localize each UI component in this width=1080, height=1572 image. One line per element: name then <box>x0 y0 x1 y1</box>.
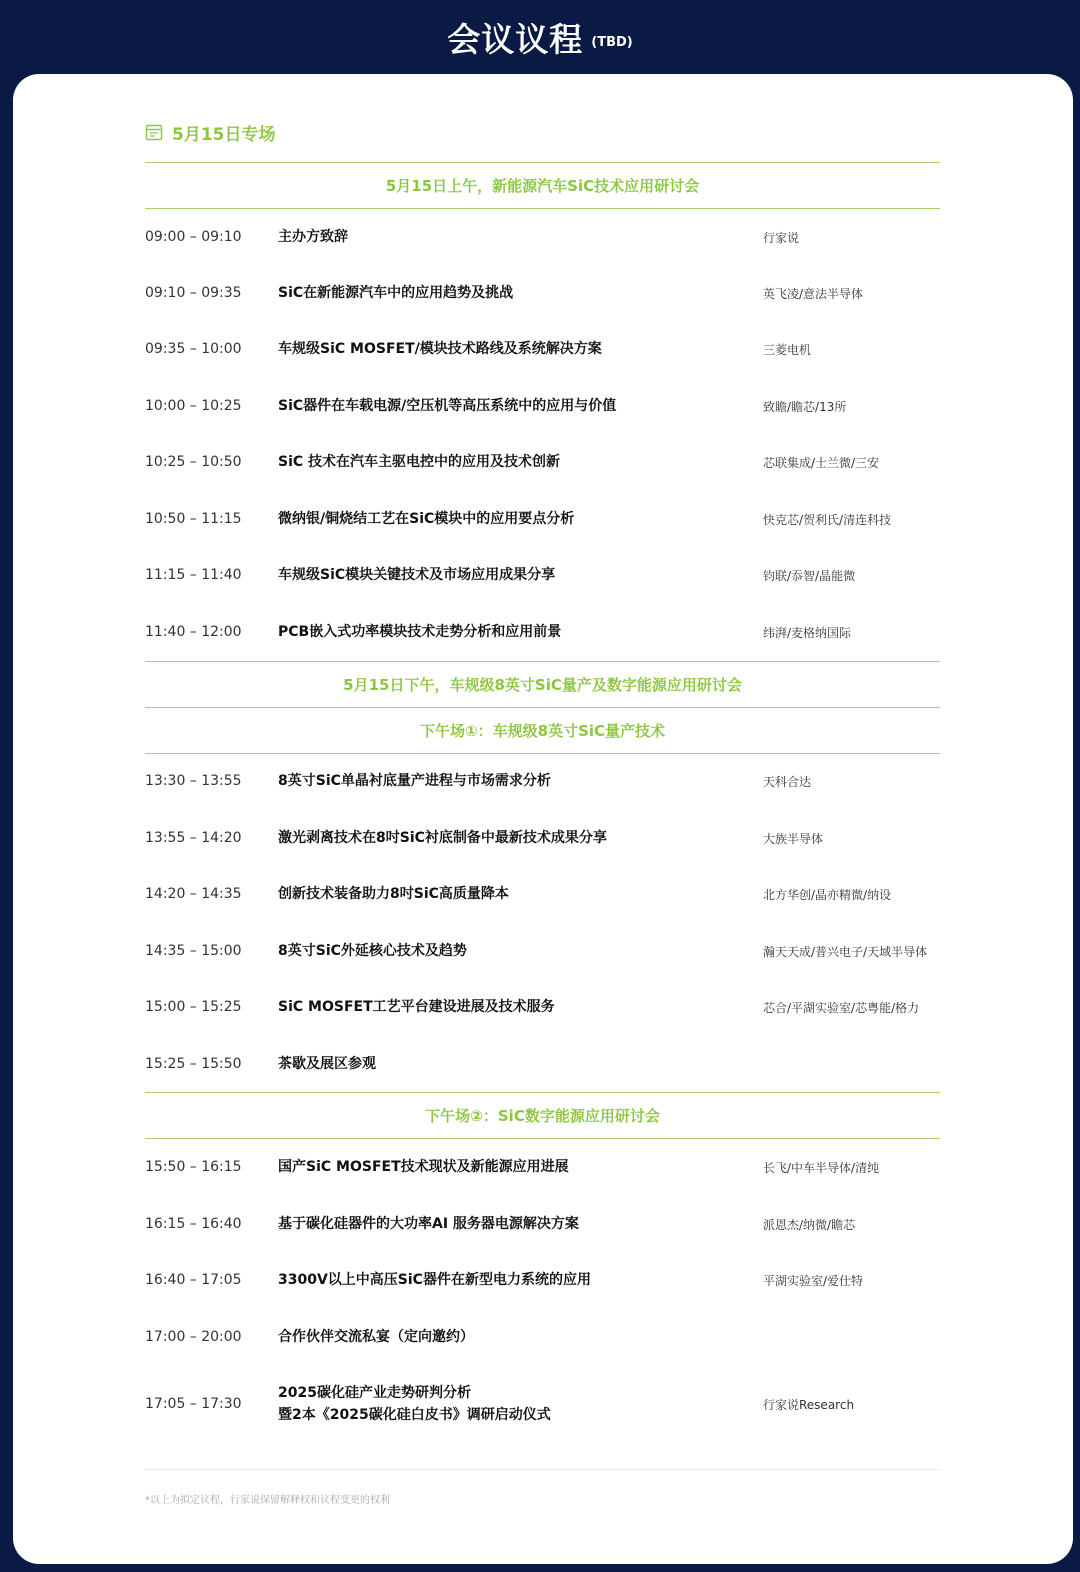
footer-divider <box>145 1469 940 1470</box>
row-topic <box>278 1366 748 1442</box>
row-topic <box>278 434 748 490</box>
row-speaker: 纬湃/麦格纳国际 <box>763 625 852 640</box>
row-time: 14:20 – 14:35 <box>145 886 242 902</box>
row-topic <box>278 604 748 660</box>
row-time: 11:40 – 12:00 <box>145 624 242 640</box>
row-topic <box>278 923 748 979</box>
row-topic-text: 车规级SiC MOSFET/模块技术路线及系统解决方案 <box>278 341 602 357</box>
row-topic-text: 2025碳化硅产业走势研判分析 <box>278 1385 471 1401</box>
row-speaker: 致瞻/瞻芯/13所 <box>763 399 847 414</box>
day-title <box>145 120 276 144</box>
row-speaker: 瀚天天成/普兴电子/天域半导体 <box>763 944 928 959</box>
agenda-row <box>145 1309 940 1365</box>
row-speaker: 快克芯/贺利氏/清连科技 <box>763 512 892 527</box>
row-speaker: 长飞/中车半导体/清纯 <box>763 1160 880 1175</box>
row-topic-text: 3300V以上中高压SiC器件在新型电力系统的应用 <box>278 1272 591 1288</box>
row-topic-text: 合作伙伴交流私宴（定向邀约） <box>278 1329 474 1345</box>
row-topic <box>278 866 748 922</box>
row-topic <box>278 1036 748 1092</box>
agenda-row <box>145 434 940 490</box>
row-time: 10:00 – 10:25 <box>145 398 242 414</box>
row-topic-text: 创新技术装备助力8吋SiC高质量降本 <box>278 886 509 902</box>
page-title: 会议议程 <box>447 19 584 59</box>
row-topic-text: 国产SiC MOSFET技术现状及新能源应用进展 <box>278 1159 569 1175</box>
row-speaker: 英飞凌/意法半导体 <box>763 286 864 301</box>
row-topic-text: SiC在新能源汽车中的应用趋势及挑战 <box>278 285 514 301</box>
row-topic <box>278 209 748 265</box>
row-topic-text-line2: 暨2本《2025碳化硅白皮书》调研启动仪式 <box>278 1407 551 1423</box>
calendar-icon <box>145 123 163 141</box>
row-time: 17:05 – 17:30 <box>145 1396 242 1412</box>
row-topic <box>278 378 748 434</box>
agenda-row <box>145 378 940 434</box>
row-speaker: 钧联/忝智/晶能微 <box>763 568 856 583</box>
row-topic <box>278 265 748 321</box>
row-speaker: 芯联集成/士兰微/三安 <box>763 455 880 470</box>
row-speaker: 行家说 <box>763 230 800 245</box>
row-topic-text: 8英寸SiC外延核心技术及趋势 <box>278 943 467 959</box>
agenda-row <box>145 923 940 979</box>
agenda-row <box>145 979 940 1035</box>
row-topic-text: 激光剥离技术在8吋SiC衬底制备中最新技术成果分享 <box>278 830 607 846</box>
row-time: 13:30 – 13:55 <box>145 773 242 789</box>
agenda-row <box>145 321 940 377</box>
row-topic-text: 茶歇及展区参观 <box>278 1056 376 1072</box>
page-header <box>0 0 1080 74</box>
agenda-row <box>145 547 940 603</box>
row-topic-text: SiC器件在车载电源/空压机等高压系统中的应用与价值 <box>278 398 617 414</box>
row-topic <box>278 547 748 603</box>
agenda-row <box>145 1196 940 1252</box>
row-time: 09:35 – 10:00 <box>145 341 242 357</box>
row-topic <box>278 979 748 1035</box>
row-topic-text: 基于碳化硅器件的大功率AI 服务器电源解决方案 <box>278 1216 579 1232</box>
row-speaker: 派恩杰/纳微/瞻芯 <box>763 1217 856 1232</box>
row-time: 15:00 – 15:25 <box>145 999 242 1015</box>
row-speaker: 芯合/平湖实验室/芯粤能/格力 <box>763 1000 920 1015</box>
row-topic <box>278 321 748 377</box>
subsection-part1-title: 下午场①：车规级8英寸SiC量产技术 <box>145 708 940 754</box>
row-time: 15:25 – 15:50 <box>145 1056 242 1072</box>
row-time: 09:10 – 09:35 <box>145 285 242 301</box>
row-time: 16:15 – 16:40 <box>145 1216 242 1232</box>
agenda-row <box>145 265 940 321</box>
row-topic-text: SiC 技术在汽车主驱电控中的应用及技术创新 <box>278 454 561 470</box>
row-time: 11:15 – 11:40 <box>145 567 242 583</box>
row-speaker <box>763 1036 943 1092</box>
row-time: 09:00 – 09:10 <box>145 229 242 245</box>
row-topic <box>278 753 748 809</box>
agenda-row <box>145 1036 940 1092</box>
row-time: 15:50 – 16:15 <box>145 1159 242 1175</box>
row-topic-text: 车规级SiC模块关键技术及市场应用成果分享 <box>278 567 556 583</box>
row-time: 10:50 – 11:15 <box>145 511 242 527</box>
subsection-part2-title: 下午场②：SiC数字能源应用研讨会 <box>145 1092 940 1139</box>
row-time: 14:35 – 15:00 <box>145 943 242 959</box>
row-topic-text: 主办方致辞 <box>278 229 348 245</box>
footnote: *以上为拟定议程，行家说保留解释权和议程变更的权利 <box>145 1495 390 1506</box>
row-speaker: 平湖实验室/爱仕特 <box>763 1273 864 1288</box>
tbd-label: (TBD) <box>591 34 633 50</box>
row-topic-text: PCB嵌入式功率模块技术走势分析和应用前景 <box>278 624 562 640</box>
row-topic <box>278 810 748 866</box>
section-afternoon-title: 5月15日下午，车规级8英寸SiC量产及数字能源应用研讨会 <box>145 661 940 708</box>
row-time: 17:00 – 20:00 <box>145 1329 242 1345</box>
row-topic-text: 8英寸SiC单晶衬底量产进程与市场需求分析 <box>278 773 551 789</box>
row-time: 16:40 – 17:05 <box>145 1272 242 1288</box>
agenda-row <box>145 604 940 660</box>
row-speaker: 大族半导体 <box>763 831 824 846</box>
agenda-row <box>145 209 940 265</box>
agenda-row <box>145 753 940 809</box>
row-speaker: 三菱电机 <box>763 342 812 357</box>
row-time: 13:55 – 14:20 <box>145 830 242 846</box>
row-topic <box>278 1252 748 1308</box>
row-topic-text: 微纳银/铜烧结工艺在SiC模块中的应用要点分析 <box>278 511 575 527</box>
agenda-row <box>145 491 940 547</box>
agenda-row <box>145 1139 940 1195</box>
row-topic <box>278 1196 748 1252</box>
section-morning-title: 5月15日上午，新能源汽车SiC技术应用研讨会 <box>145 162 940 209</box>
row-speaker: 天科合达 <box>763 774 812 789</box>
row-speaker <box>763 1309 943 1365</box>
agenda-row <box>145 1366 940 1442</box>
day-title-text: 5月15日专场 <box>172 124 276 145</box>
row-speaker: 行家说Research <box>763 1397 855 1412</box>
agenda-row <box>145 1252 940 1308</box>
agenda-row <box>145 866 940 922</box>
agenda-card <box>13 74 1073 1564</box>
row-speaker: 北方华创/晶亦精微/纳设 <box>763 887 892 902</box>
row-topic-text: SiC MOSFET工艺平台建设进展及技术服务 <box>278 999 555 1015</box>
agenda-row <box>145 810 940 866</box>
row-topic <box>278 1139 748 1195</box>
row-time: 10:25 – 10:50 <box>145 454 242 470</box>
row-topic <box>278 1309 748 1365</box>
row-topic <box>278 491 748 547</box>
